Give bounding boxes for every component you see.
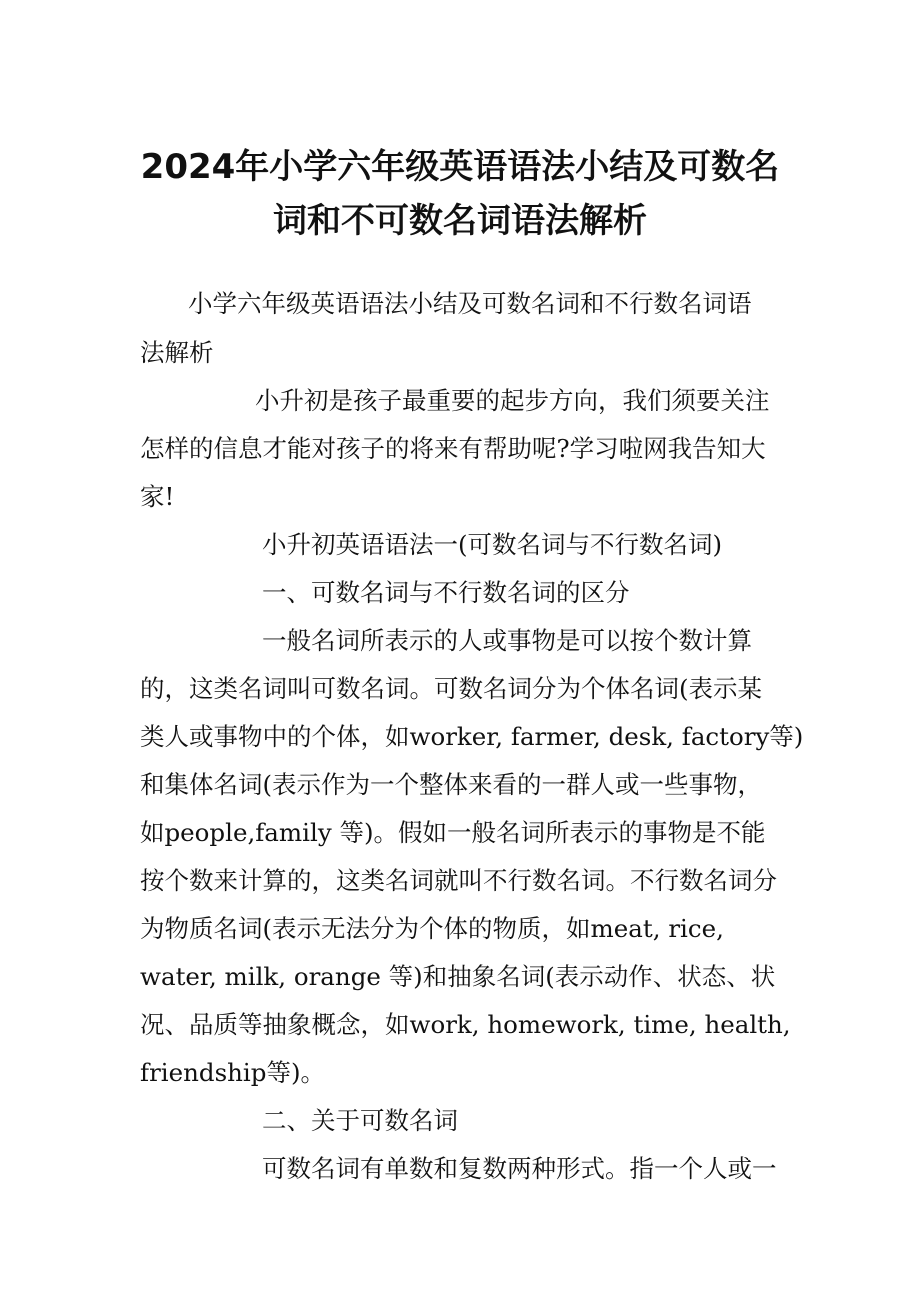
- section-heading: 二、关于可数名词: [262, 1106, 458, 1135]
- paragraph-text-line: 的，这类名词叫可数名词。可数名词分为个体名词(表示某: [140, 674, 763, 703]
- paragraph-intro-line-1: 小学六年级英语语法小结及可数名词和不行数名词语: [188, 289, 752, 318]
- section-heading: 小升初英语语法一(可数名词与不行数名词): [262, 530, 723, 559]
- paragraph-text-line: 怎样的信息才能对孩子的将来有帮助呢?学习啦网我告知大: [140, 434, 766, 463]
- paragraph-text-line: 按个数来计算的，这类名词就叫不行数名词。不行数名词分: [140, 866, 777, 895]
- paragraph-intro-line-2: 法解析: [140, 338, 214, 367]
- paragraph-text-line: 小升初是孩子最重要的起步方向，我们须要关注: [255, 386, 770, 415]
- paragraph-text-line: 和集体名词(表示作为一个整体来看的一群人或一些事物，: [140, 770, 763, 799]
- paragraph-text-line: 一般名词所表示的人或事物是可以按个数计算: [262, 626, 752, 655]
- paragraph-text-line: friendship等)。: [140, 1058, 326, 1087]
- paragraph-text-line: 如people,family 等)。假如一般名词所表示的事物是不能: [140, 818, 766, 847]
- paragraph-text-line: water, milk, orange 等)和抽象名词(表示动作、状态、状: [140, 962, 776, 991]
- paragraph-text-line: 家!: [140, 482, 175, 511]
- paragraph-text-line: 可数名词有单数和复数两种形式。指一个人或一: [262, 1154, 777, 1183]
- paragraph-text-line: 类人或事物中的个体，如worker, farmer, desk, factory等): [140, 722, 804, 751]
- document-title-line-2: 词和不可数名词语法解析: [273, 201, 647, 241]
- paragraph-text-line: 为物质名词(表示无法分为个体的物质，如meat, rice,: [140, 914, 724, 943]
- paragraph-text-line: 况、品质等抽象概念，如work, homework, time, health,: [140, 1010, 791, 1039]
- document-title-line-1: 2024年小学六年级英语语法小结及可数名: [140, 147, 780, 187]
- section-heading: 一、可数名词与不行数名词的区分: [262, 578, 630, 607]
